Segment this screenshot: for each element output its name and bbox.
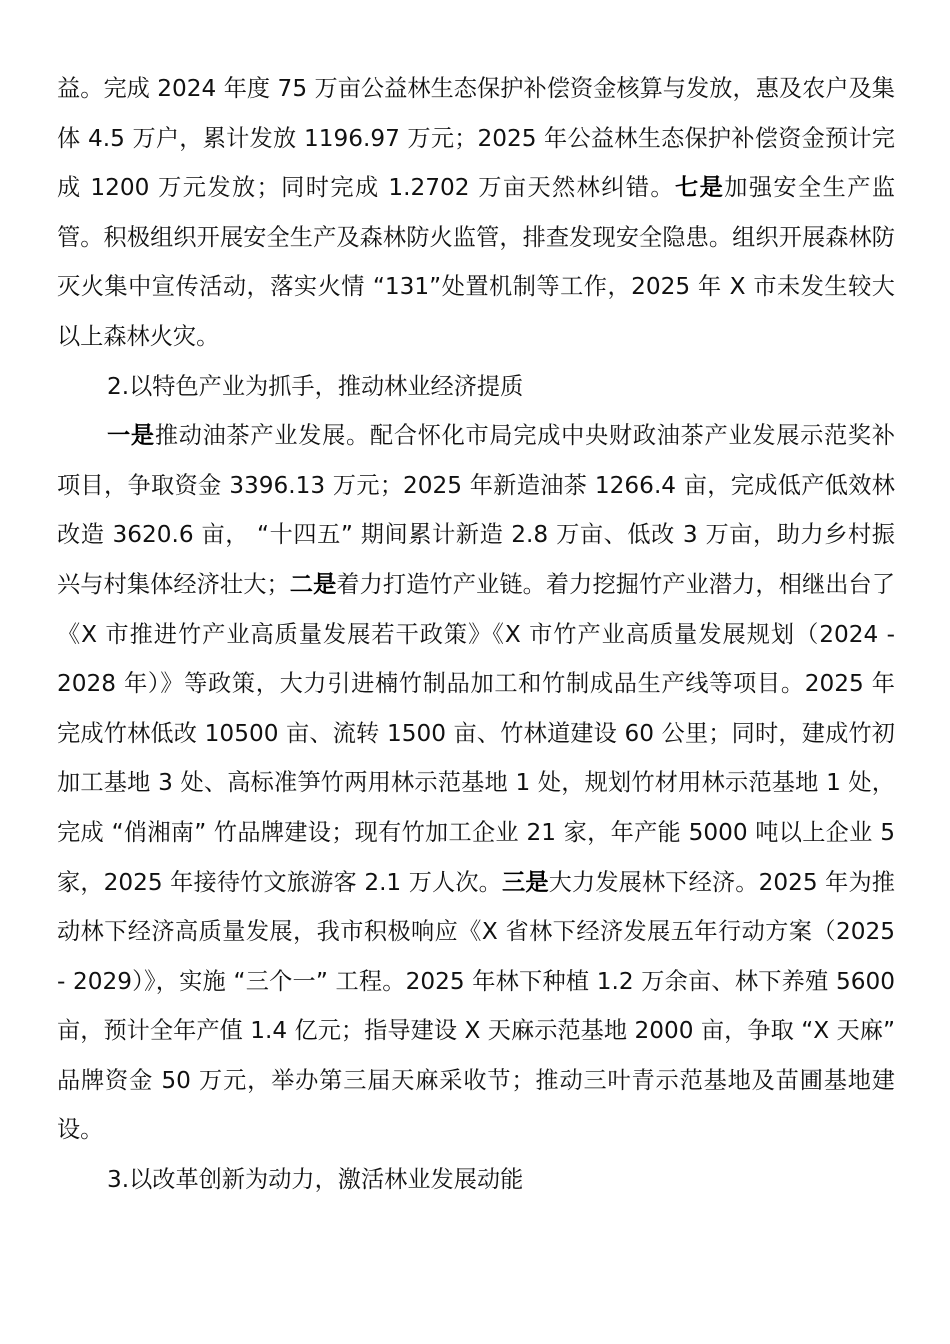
bold-marker-first: 一是 <box>107 422 155 450</box>
paragraph-text: 推动油茶产业发展。配合怀化市局完成中央财政油茶产业发展示范奖补项目，争取资金 3396.13 万元；2025 年新造油茶 1266.4 亩，完成低产低效林改造 3620.6 亩， “十四五” 期间累计新造 2.8 万亩、低改 3 万亩，助力乡村振兴与村集体经济壮大； <box>57 422 896 598</box>
paragraph-text: 益。完成 2024 年度 75 万亩公益林生态保护补偿资金核算与发放，惠及农户及集体 4.5 万户，累计发放 1196.97 万元；2025 年公益林生态保护补偿资金预计完成 1200 万元发放；同时完成 1.2702 万亩天然林纠错。 <box>57 75 895 202</box>
section-heading-2: 2.以特色产业为抓手，推动林业经济提质 <box>107 372 524 400</box>
paragraph-public-welfare-forest <box>57 64 895 362</box>
bold-marker-second: 二是 <box>289 570 337 598</box>
section-heading-3: 3.以改革创新为动力，激活林业发展动能 <box>107 1166 524 1194</box>
paragraph-text: 加强安全生产监管。积极组织开展安全生产及森林防火监管，排查发现安全隐患。组织开展森林防灭火集中宣传活动，落实火情 “131”处置机制等工作，2025 年 X 市未发生较大以上森林火灾。 <box>57 174 896 350</box>
paragraph-text: 大力发展林下经济。2025 年为推动林下经济高质量发展，我市积极响应《X 省林下经济发展五年行动方案（2025 - 2029）》，实施 “三个一” 工程。2025 年林下种植 1.2 万余亩、林下养殖 5600 亩，预计全年产值 1.4 亿元；指导建设 X 天麻示范基地 2000 亩，争取 “X 天麻” 品牌资金 50 万元，举办第三届天麻采收节；推动三叶青示范基地及苗圃基地建设。 <box>57 868 895 1144</box>
paragraph-text: 着力打造竹产业链。着力挖掘竹产业潜力，相继出台了《X 市推进竹产业高质量发展若干政策》《X 市竹产业高质量发展规划（2024 - 2028 年）》等政策，大力引进楠竹制品加工和竹制成品生产线等项目。2025 年完成竹林低改 10500 亩、流转 1500 亩、竹林道建设 60 公里；同时，建成竹初加工基地 3 处、高标准笋竹两用林示范基地 1 处，规划竹材用林示范基地 1 处，完成 “俏湘南” 竹品牌建设；现有竹加工企业 21 家，年产能 5000 吨以上企业 5 家，2025 年接待竹文旅游客 2.1 万人次。 <box>57 570 896 896</box>
paragraph-specialty-industries <box>57 411 895 1155</box>
bold-marker-seventh: 七是 <box>675 174 725 202</box>
bold-marker-third: 三是 <box>502 868 549 896</box>
document-page <box>57 64 895 1205</box>
